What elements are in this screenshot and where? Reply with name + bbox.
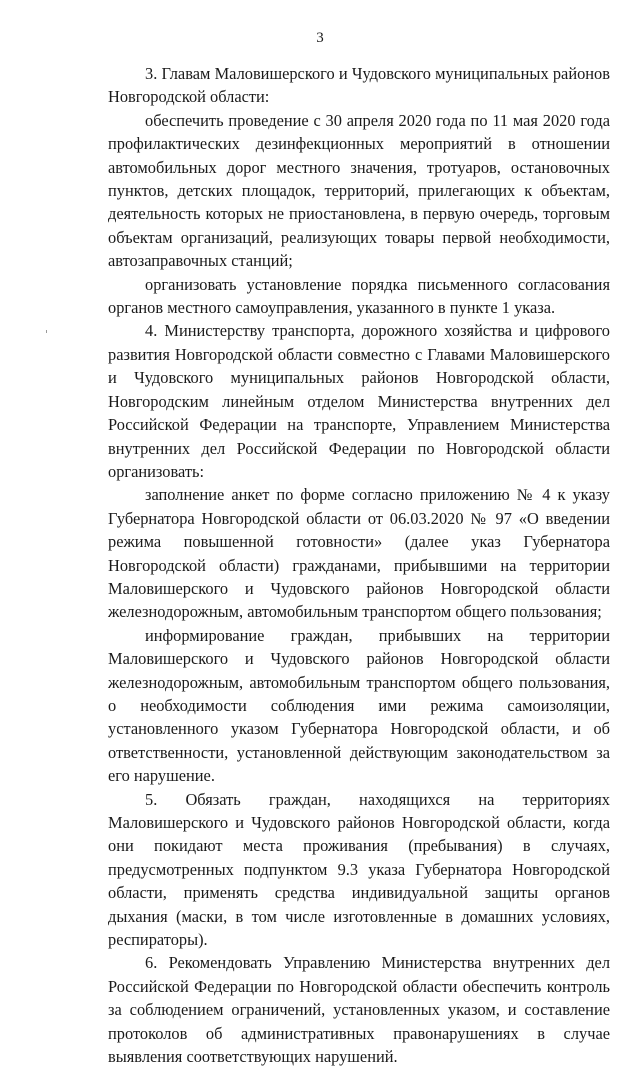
- paragraph-3-approval-order: организовать установление порядка письменного согласования органов местного самоуправления, указанного в пункте 1 указа.: [108, 274, 610, 318]
- paragraph-4-heading: 4. Министерству транспорта, дорожного хозяйства и цифрового развития Новгородской области совместно с Главами Маловишерского и Чудовского муниципальных районов Новгородской области, Новгородским линейным отделом Министерства внутренних дел Российской Федерации на транспорте, Управлением Министерства внутренних дел Российской Федерации по Новгородской области организовать:: [108, 321, 610, 481]
- paragraph-6-recommendation: 6. Рекомендовать Управлению Министерства внутренних дел Российской Федерации по Новгородской области обеспечить контроль за соблюдением ограничений, установленных указом, и составление протоколов об административных правонарушениях в случае выявления соответствующих нарушений.: [108, 953, 610, 1067]
- paragraph-4-questionnaires: заполнение анкет по форме согласно приложению № 4 к указу Губернатора Новгородской области от 06.03.2020 № 97 «О введении режима повышенной готовности» (далее указ Губернатора Новгородской области) гражданами, прибывшими на территории Маловишерского и Чудовского районов Новгородской области железнодорожным, автомобильным транспортом общего пользования;: [108, 485, 610, 622]
- document-body: [108, 62, 610, 1068]
- paragraph-5-masks: 5. Обязать граждан, находящихся на территориях Маловишерского и Чудовского районов Новгородской области, когда они покидают места проживания (пребывания) в случаях, предусмотренных подпунктом 9.3 указа Губернатора Новгородской области, применять средства индивидуальной защиты органов дыхания (маски, в том числе изготовленные в домашних условиях, респираторы).: [108, 789, 610, 950]
- paragraph-3-disinfection: обеспечить проведение с 30 апреля 2020 года по 11 мая 2020 года профилактических дезинфекционных мероприятий в отношении автомобильных дорог местного значения, тротуаров, остановочных пунктов, детских площадок, территорий, прилегающих к объектам, деятельность которых не приостановлена, в первую очередь, торговым объектам организаций, реализующих товары первой необходимости, автозаправочных станций;: [108, 110, 610, 271]
- paragraph-4-informing: информирование граждан, прибывших на территории Маловишерского и Чудовского районов Новгородской области железнодорожным, автомобильным транспортом общего пользования, о необходимости соблюдения ими режима самоизоляции, установленного указом Губернатора Новгородской области, и об ответственности, установленной действующим законодательством за его нарушение.: [108, 625, 610, 786]
- page-number: 3: [316, 30, 324, 46]
- paragraph-3-heading: 3. Главам Маловишерского и Чудовского муниципальных районов Новгородской области:: [108, 64, 610, 107]
- scan-edge-mark: [46, 330, 47, 333]
